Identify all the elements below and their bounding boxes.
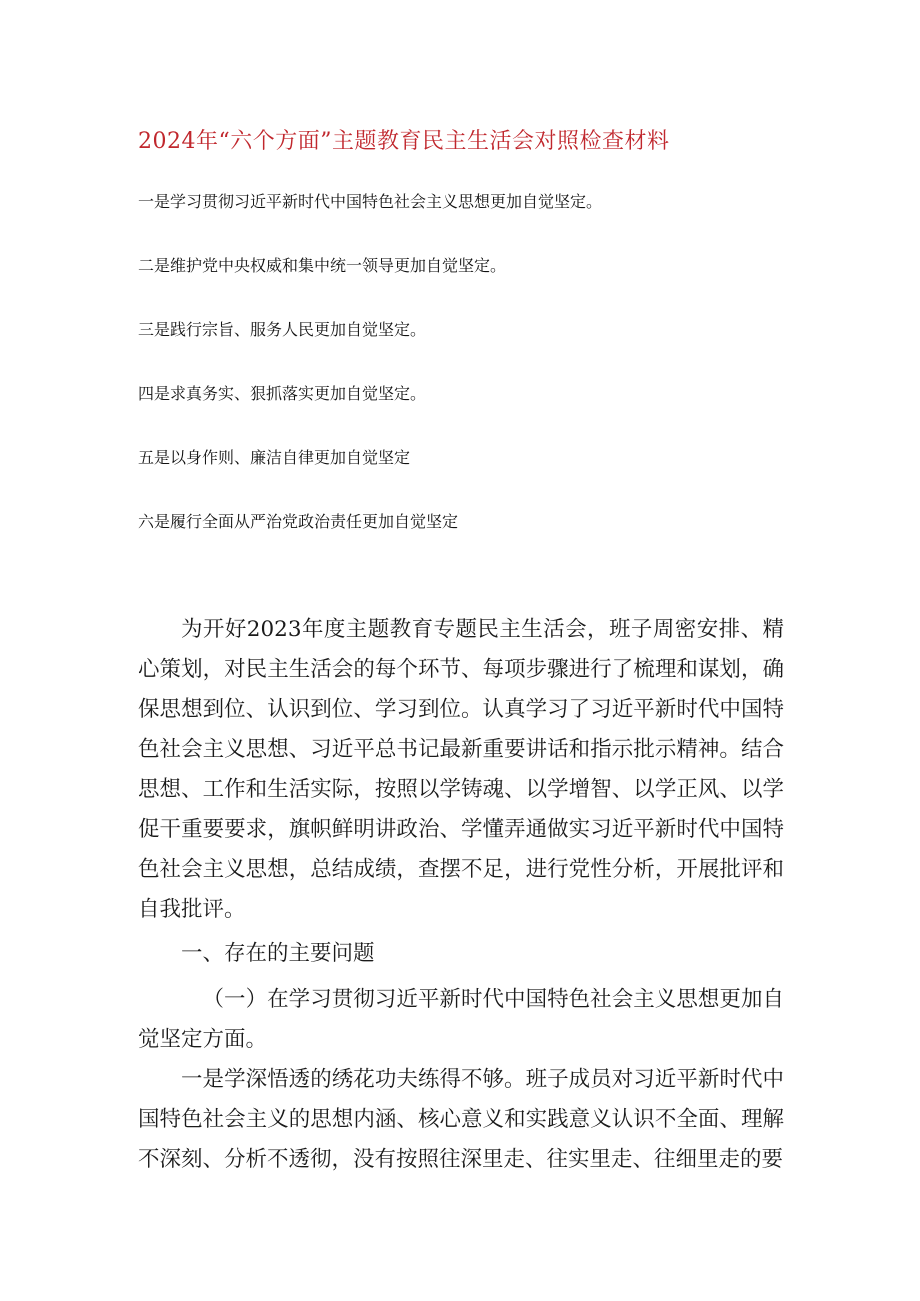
subsection-heading: （一）在学习贯彻习近平新时代中国特色社会主义思想更加自觉坚定方面。 — [138, 987, 784, 1052]
aspect-item-1: 一是学习贯彻习近平新时代中国特色社会主义思想更加自觉坚定。 — [138, 192, 603, 211]
aspect-item-4: 四是求真务实、狠抓落实更加自觉坚定。 — [138, 384, 427, 403]
aspect-item-3: 三是践行宗旨、服务人民更加自觉坚定。 — [138, 320, 427, 339]
document-body — [138, 610, 784, 1180]
section-heading: 一、存在的主要问题 — [181, 941, 375, 966]
point-paragraph: 一是学深悟透的绣花功夫练得不够。班子成员对习近平新时代中国特色社会主义的思想内涵、核心意义和实践意义认识不全面、理解不深刻、分析不透彻，没有按照往深里走、往实里走、往细里走的要 — [138, 1067, 784, 1172]
aspect-item-6: 六是履行全面从严治党政治责任更加自觉坚定 — [138, 512, 459, 531]
intro-paragraph: 为开好2023年度主题教育专题民主生活会，班子周密安排、精心策划，对民主生活会的每个环节、每项步骤进行了梳理和谋划，确保思想到位、认识到位、学习到位。认真学习了习近平新时代中国特色社会主义思想、习近平总书记最新重要讲话和指示批示精神。结合思想、工作和生活实际，按照以学铸魂、以学增智、以学正风、以学促干重要要求，旗帜鲜明讲政治、学懂弄通做实习近平新时代中国特色社会主义思想，总结成绩，查摆不足，进行党性分析，开展批评和自我批评。 — [138, 617, 784, 922]
aspect-item-5: 五是以身作则、廉洁自律更加自觉坚定 — [138, 448, 411, 467]
document-title: 2024年“六个方面”主题教育民主生活会对照检查材料 — [138, 129, 670, 154]
aspects-list — [138, 188, 838, 572]
aspect-item-2: 二是维护党中央权威和集中统一领导更加自觉坚定。 — [138, 256, 507, 275]
